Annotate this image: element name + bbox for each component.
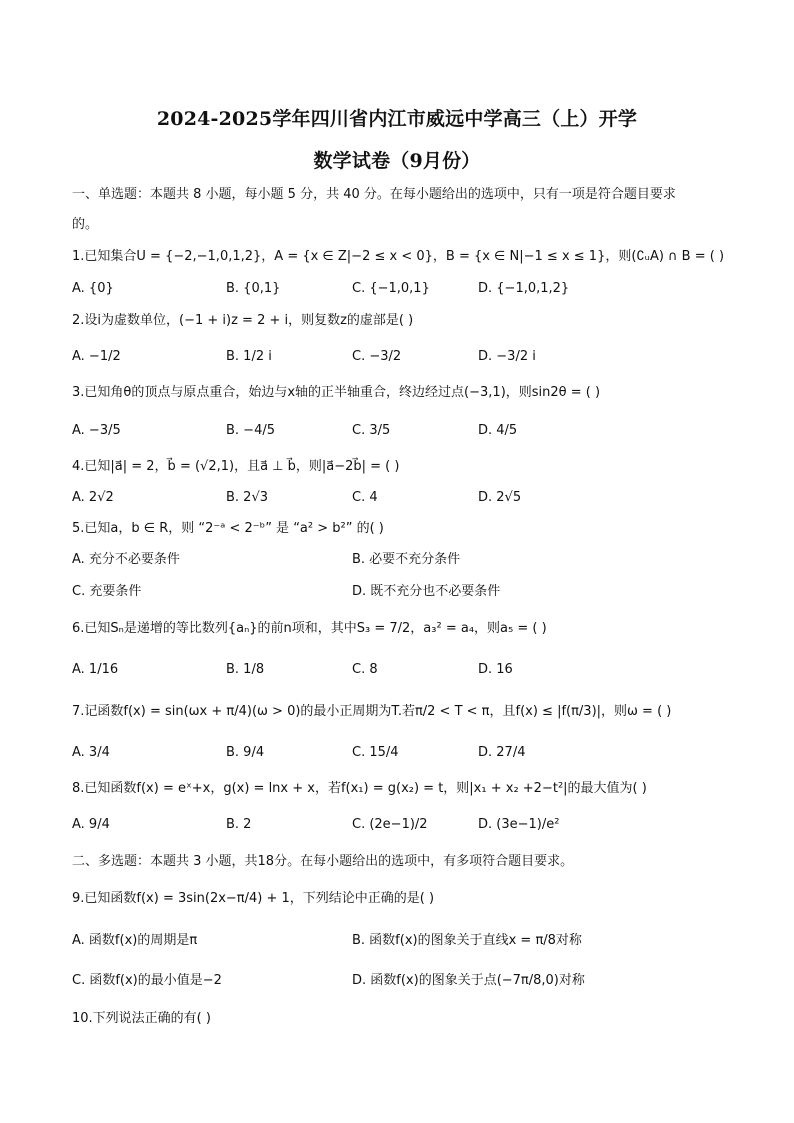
q6-option-b: B. 1/8 (226, 662, 265, 677)
q2-option-a: A. −1/2 (72, 349, 121, 364)
q3-option-b: B. −4/5 (226, 423, 275, 438)
question-7: 7.记函数f(x) = sin(ωx + π/4)(ω > 0)的最小正周期为T.若π/2 < T < π，且f(x) ≤ |f(π/3)|，则ω = ( ) (72, 704, 672, 719)
q4-option-c: C. 4 (352, 490, 378, 505)
q5-option-d: D. 既不充分也不必要条件 (352, 584, 501, 599)
q3-option-a: A. −3/5 (72, 423, 121, 438)
q2-option-d: D. −3/2 i (478, 349, 536, 364)
q2-option-c: C. −3/2 (352, 349, 402, 364)
q1-option-b: B. {0,1} (226, 281, 281, 296)
question-4: 4.已知|a⃗| = 2，b⃗ = (√2,1)，且a⃗ ⊥ b⃗，则|a⃗−2b⃗| = ( ) (72, 459, 400, 474)
q7-option-c: C. 15/4 (352, 745, 399, 760)
q9-option-b: B. 函数f(x)的图象关于直线x = π/8对称 (352, 933, 582, 948)
q3-option-c: C. 3/5 (352, 423, 391, 438)
q7-option-d: D. 27/4 (478, 745, 526, 760)
section-2-header: 二、多选题：本题共 3 小题，共18分。在每小题给出的选项中，有多项符合题目要求。 (72, 854, 574, 869)
q8-option-c: C. (2e−1)/2 (352, 817, 428, 832)
q2-option-b: B. 1/2 i (226, 349, 272, 364)
q1-option-d: D. {−1,0,1,2} (478, 281, 570, 296)
question-5: 5.已知a，b ∈ R，则 “2⁻ᵃ < 2⁻ᵇ” 是 “a² > b²” 的( ) (72, 521, 384, 536)
q7-option-b: B. 9/4 (226, 745, 265, 760)
q4-option-d: D. 2√5 (478, 490, 522, 505)
exam-title-line2: 数学试卷（9月份） (313, 150, 481, 172)
q5-option-c: C. 充要条件 (72, 584, 142, 599)
q6-option-a: A. 1/16 (72, 662, 119, 677)
q6-option-d: D. 16 (478, 662, 513, 677)
question-10: 10.下列说法正确的有( ) (72, 1011, 211, 1026)
question-9: 9.已知函数f(x) = 3sin(2x−π/4) + 1，下列结论中正确的是( ) (72, 891, 435, 906)
section-1-header-cont: 的。 (72, 217, 99, 232)
q8-option-d: D. (3e−1)/e² (478, 817, 560, 832)
q9-option-a: A. 函数f(x)的周期是π (72, 933, 198, 948)
q1-option-c: C. {−1,0,1} (352, 281, 430, 296)
exam-title-line1: 2024-2025学年四川省内江市威远中学高三（上）开学 (156, 108, 638, 130)
question-2: 2.设i为虚数单位，(−1 + i)z = 2 + i，则复数z的虚部是( ) (72, 313, 414, 328)
question-3: 3.已知角θ的顶点与原点重合，始边与x轴的正半轴重合，终边经过点(−3,1)，则sin2θ = ( ) (72, 385, 601, 400)
question-8: 8.已知函数f(x) = eˣ+x，g(x) = lnx + x，若f(x₁) = g(x₂) = t，则|x₁ + x₂ +2−t²|的最大值为( ) (72, 781, 647, 796)
q8-option-a: A. 9/4 (72, 817, 110, 832)
q7-option-a: A. 3/4 (72, 745, 110, 760)
q5-option-a: A. 充分不必要条件 (72, 552, 180, 567)
q8-option-b: B. 2 (226, 817, 252, 832)
q4-option-b: B. 2√3 (226, 490, 269, 505)
q5-option-b: B. 必要不充分条件 (352, 552, 461, 567)
q1-option-a: A. {0} (72, 281, 114, 296)
question-1: 1.已知集合U = {−2,−1,0,1,2}，A = {x ∈ Z|−2 ≤ x < 0}，B = {x ∈ N|−1 ≤ x ≤ 1}，则(∁ᵤA) ∩ B = ( ) (72, 249, 725, 264)
q9-option-c: C. 函数f(x)的最小值是−2 (72, 973, 222, 988)
question-6: 6.已知Sₙ是递增的等比数列{aₙ}的前n项和，其中S₃ = 7/2，a₃² = a₄，则a₅ = ( ) (72, 621, 547, 636)
section-1-header: 一、单选题：本题共 8 小题，每小题 5 分，共 40 分。在每小题给出的选项中，只有一项是符合题目要求 (72, 187, 676, 202)
q3-option-d: D. 4/5 (478, 423, 518, 438)
q9-option-d: D. 函数f(x)的图象关于点(−7π/8,0)对称 (352, 973, 585, 988)
q4-option-a: A. 2√2 (72, 490, 114, 505)
q6-option-c: C. 8 (352, 662, 378, 677)
